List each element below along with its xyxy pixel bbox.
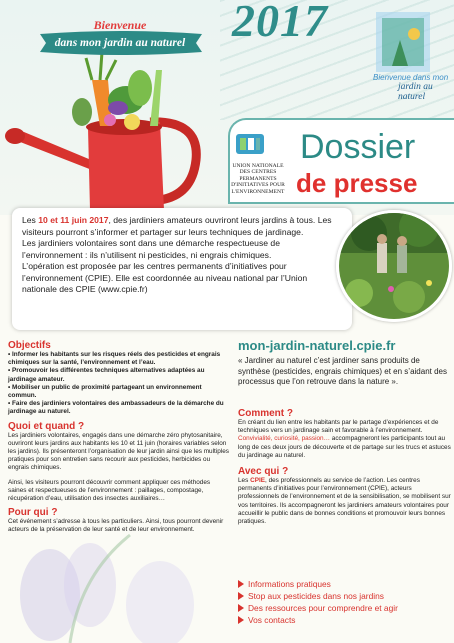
quoi-text: Les jardiniers volontaires, engagés dans une démarche zéro phytosanitaire, ouvriront leurs jardins aux habitants les 10 et 11 juin (horaires variables selon les jardins). Ils présenteront l’organisation de leur jardin ainsi que les multiples pratiques pour son entretien sans recourir aux pesticides, herbicides ou engrais chimiques. (8, 431, 229, 472)
intro-text: Les 10 et 11 juin 2017, des jardiniers amateurs ouvriront leurs jardins à tous. Les visiteurs pourront s’informer et partager sur leurs techniques de jardinage. Les jardiniers volontaires sont dans une démarche respectueuse de l’environnement : ils n’utilisent ni pesticides, ni engrais chimiques. L’opération est proposée par les centres permanents d’initiatives pour l’environnement (CPIE). Elle est coordonnée au niveau national par l’Union nationale des CPIE (www.cpie.fr) (22, 215, 332, 294)
logo-text-line2: jardin au naturel (398, 82, 433, 102)
logo-text-line1: Bienvenue dans mon (373, 73, 449, 82)
campaign-logo (372, 10, 440, 78)
comment-text-2: Convivialité, curiosité, passion… accompagneront les participants tout au long de ces deux jours de découverte et de partage sur les trucs et astuces du jardinage au naturel. (238, 435, 451, 459)
comment-heading: Comment ? (238, 408, 293, 419)
garden-photo-image (339, 213, 449, 319)
link-informations-pratiques[interactable]: Informations pratiques (238, 578, 452, 590)
arrow-right-icon (238, 592, 244, 600)
definition-quote: « Jardiner au naturel c’est jardiner sans produits de synthèse (pesticides, engrais chimiques) et en s’aidant des processus que l’on retrouve dans la nature ». (238, 356, 447, 386)
link-ressources[interactable]: Des ressources pour comprendre et agir (238, 602, 452, 614)
pourqui-heading: Pour qui ? (8, 507, 58, 519)
avec-heading: Avec qui ? (238, 466, 289, 478)
left-column (8, 340, 230, 535)
welcome-banner (36, 18, 204, 58)
dossier-title: Dossier (300, 128, 416, 166)
objectif-item: • Informer les habitants sur les risques réels des pesticides et engrais chimiques sur la santé, l’environnement et l’eau. (8, 351, 221, 367)
year-title: 2017 (232, 0, 328, 46)
unc-cpie-logo (232, 132, 268, 158)
objectifs-heading: Objectifs (8, 340, 51, 351)
pourqui-text: Cet événement s’adresse à tous les particuliers. Ainsi, tous pourront devenir acteurs de la préservation de leur santé et de leur environnement. (8, 518, 224, 534)
comment-text: En créant du lien entre les habitants par le partage d’expériences et de techniques vers un jardinage sain et favorable à l’environnement. (238, 419, 439, 435)
arrow-right-icon (238, 580, 244, 588)
presse-title: de presse (296, 168, 418, 198)
website-url[interactable]: mon-jardin-naturel.cpie.fr (238, 338, 396, 353)
banner-subtitle: dans mon jardin au naturel (54, 37, 186, 49)
arrow-right-icon (238, 604, 244, 612)
unc-name: UNION NATIONALE DES CENTRES PERMANENTS D'INITIATIVES POUR L'ENVIRONNEMENT (231, 163, 285, 195)
link-stop-pesticides[interactable]: Stop aux pesticides dans nos jardins (238, 590, 452, 602)
arrow-right-icon (238, 616, 244, 624)
objectif-item: • Faire des jardiniers volontaires des ambassadeurs de la démarche du jardinage au naturel. (8, 400, 224, 416)
link-contacts[interactable]: Vos contacts (238, 614, 452, 626)
event-dates: 10 et 11 juin 2017 (38, 215, 109, 225)
banner-title: Bienvenue (93, 18, 147, 32)
objectif-item: • Mobiliser un public de proximité partageant un environnement commun. (8, 383, 202, 400)
right-column (238, 408, 452, 526)
links-list (238, 578, 452, 626)
quoi-heading: Quoi et quand ? (8, 420, 85, 432)
garden-photo (336, 210, 452, 322)
objectif-item: • Promouvoir les différentes techniques alternatives adaptées au jardinage amateur. (8, 367, 205, 383)
quoi-text-2: Ainsi, les visiteurs pourront découvrir comment appliquer ces méthodes saines et respectueuses de l’environnement : paillages, compostage, récupération d’eau, utilisation des insectes auxiliaires… (8, 478, 211, 503)
watering-can-illustration (0, 50, 225, 215)
avec-text: Les CPIE, des professionnels au service de l’action. Les centres permanents d’initiatives pour l’environnement (CPIE), acteurs professionnels de l’environnement et de la sensibilisation, se mobilisent sur vos territoires. Ils accompagneront les jardiniers amateurs volontaires pour accueillir le public dans de bonnes conditions et promouvoir leurs bonnes pratiques. (238, 477, 451, 526)
